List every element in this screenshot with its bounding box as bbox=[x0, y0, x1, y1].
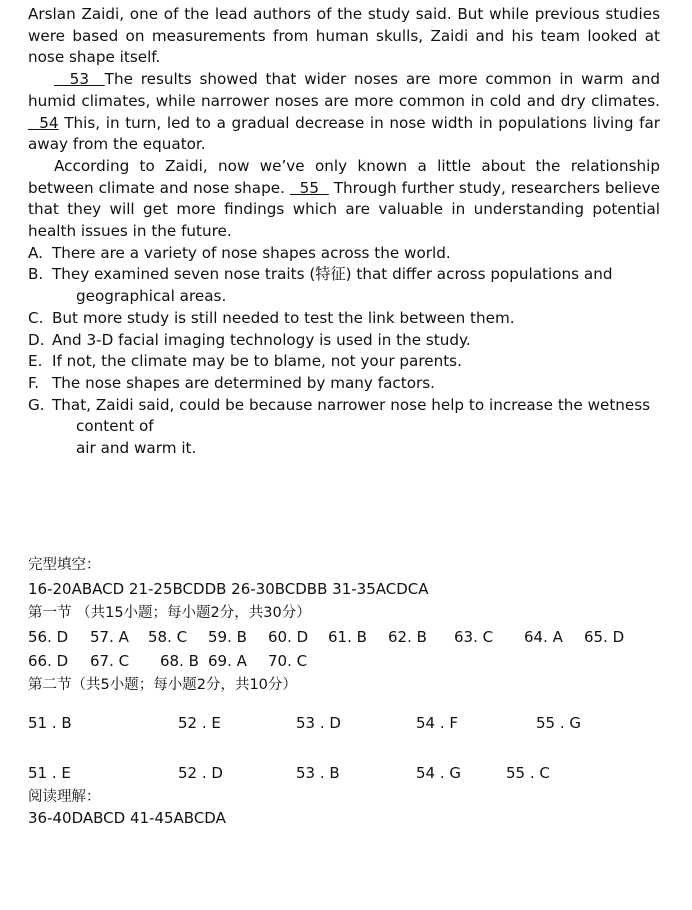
answer-item: 53 . D bbox=[296, 714, 341, 732]
option-text-line: They examined seven nose traits (特征) that differ across populations and bbox=[52, 265, 613, 284]
answer-item: 69. A bbox=[208, 652, 247, 670]
options-list bbox=[28, 243, 660, 460]
section-1-row-2 bbox=[28, 649, 668, 673]
answer-key bbox=[28, 553, 668, 827]
option-text bbox=[52, 395, 660, 460]
option-d bbox=[28, 330, 660, 352]
answer-item: 51 . B bbox=[28, 714, 72, 732]
answer-item: 63. C bbox=[454, 628, 494, 646]
answer-item: 58. C bbox=[148, 628, 188, 646]
answer-item: 55 . C bbox=[506, 764, 550, 782]
option-f bbox=[28, 373, 660, 395]
option-letter: C. bbox=[28, 308, 44, 327]
option-text-continued-2: air and warm it. bbox=[76, 439, 197, 458]
option-g bbox=[28, 395, 660, 460]
cloze-heading: 完型填空： bbox=[28, 557, 101, 573]
paragraph-1: Arslan Zaidi, one of the lead authors of the study said. But while previous studies were based on measurements from human skulls, Zaidi and his team looked at nose shape itself. bbox=[28, 5, 660, 67]
reading-heading: 阅读理解： bbox=[28, 789, 101, 805]
option-text-continued: content of bbox=[76, 417, 154, 436]
option-text: There are a variety of nose shapes across the world. bbox=[52, 243, 451, 262]
blank-55: 55 bbox=[289, 178, 329, 197]
section-2-heading: 第二节（共5小题；每小题2分，共10分） bbox=[28, 677, 297, 693]
option-text-line: That, Zaidi said, could be because narrower nose help to increase the wetness bbox=[52, 395, 651, 414]
paragraph-3 bbox=[28, 156, 660, 243]
section-2-row-1 bbox=[28, 711, 668, 735]
option-letter: E. bbox=[28, 352, 43, 371]
option-text: If not, the climate may be to blame, not your parents. bbox=[52, 352, 462, 371]
answer-item: 52 . D bbox=[178, 764, 223, 782]
option-text-continued: geographical areas. bbox=[76, 287, 227, 306]
answer-item: 61. B bbox=[328, 628, 367, 646]
blank-53: 53 bbox=[54, 70, 105, 89]
answer-item: 65. D bbox=[584, 628, 625, 646]
answer-item: 66. D bbox=[28, 652, 69, 670]
option-c bbox=[28, 308, 660, 330]
section-1-row-1 bbox=[28, 625, 668, 649]
answer-item: 55 . G bbox=[536, 714, 582, 732]
option-letter: G. bbox=[28, 395, 45, 414]
answer-item: 54 . G bbox=[416, 764, 462, 782]
section-2-row-2 bbox=[28, 761, 668, 785]
answer-item: 70. C bbox=[268, 652, 308, 670]
option-e bbox=[28, 351, 660, 373]
paragraph-2-text-1: The results showed that wider noses are more common in warm and humid climates, while narrower noses are more common in cold and dry climates. bbox=[28, 70, 660, 110]
option-a bbox=[28, 243, 660, 265]
answer-item: 67. C bbox=[90, 652, 130, 670]
option-text: The nose shapes are determined by many factors. bbox=[52, 373, 435, 392]
answer-item: 60. D bbox=[268, 628, 309, 646]
option-b bbox=[28, 264, 660, 307]
option-letter: B. bbox=[28, 265, 44, 284]
option-letter: A. bbox=[28, 243, 43, 262]
paragraph-2-text-2: This, in turn, led to a gradual decrease in nose width in populations living far away from the equator. bbox=[28, 113, 661, 154]
answer-item: 57. A bbox=[90, 628, 129, 646]
option-text: But more study is still needed to test the link between them. bbox=[52, 308, 515, 327]
answer-item: 64. A bbox=[524, 628, 563, 646]
option-text: And 3-D facial imaging technology is used in the study. bbox=[52, 330, 471, 349]
answer-item: 54 . F bbox=[416, 714, 459, 732]
option-letter: D. bbox=[28, 330, 45, 349]
answer-item: 53 . B bbox=[296, 764, 340, 782]
reading-passage bbox=[28, 4, 660, 460]
option-letter: F. bbox=[28, 373, 40, 392]
paragraph-3-text-2: Through further study, researchers believe that they will get more findings which are valuable in understanding potential health issues in the future. bbox=[28, 178, 661, 241]
answer-item: 51 . E bbox=[28, 764, 71, 782]
cloze-answers: 16-20ABACD 21-25BCDDB 26-30BCDBB 31-35ACDCA bbox=[28, 580, 429, 598]
answer-item: 68. B bbox=[160, 652, 199, 670]
answer-item: 62. B bbox=[388, 628, 427, 646]
paragraph-3-text-1: According to Zaidi, now we’ve only known a little about the relationship between climate and nose shape. bbox=[28, 156, 660, 197]
blank-54: 54 bbox=[28, 113, 59, 132]
answer-item: 59. B bbox=[208, 628, 247, 646]
answer-item: 52 . E bbox=[178, 714, 221, 732]
section-1-heading: 第一节 （共15小题；每小题2分，共30分） bbox=[28, 605, 311, 621]
answer-item: 56. D bbox=[28, 628, 69, 646]
reading-answers: 36-40DABCD 41-45ABCDA bbox=[28, 809, 226, 827]
option-text bbox=[52, 264, 660, 307]
paragraph-2 bbox=[28, 69, 660, 156]
